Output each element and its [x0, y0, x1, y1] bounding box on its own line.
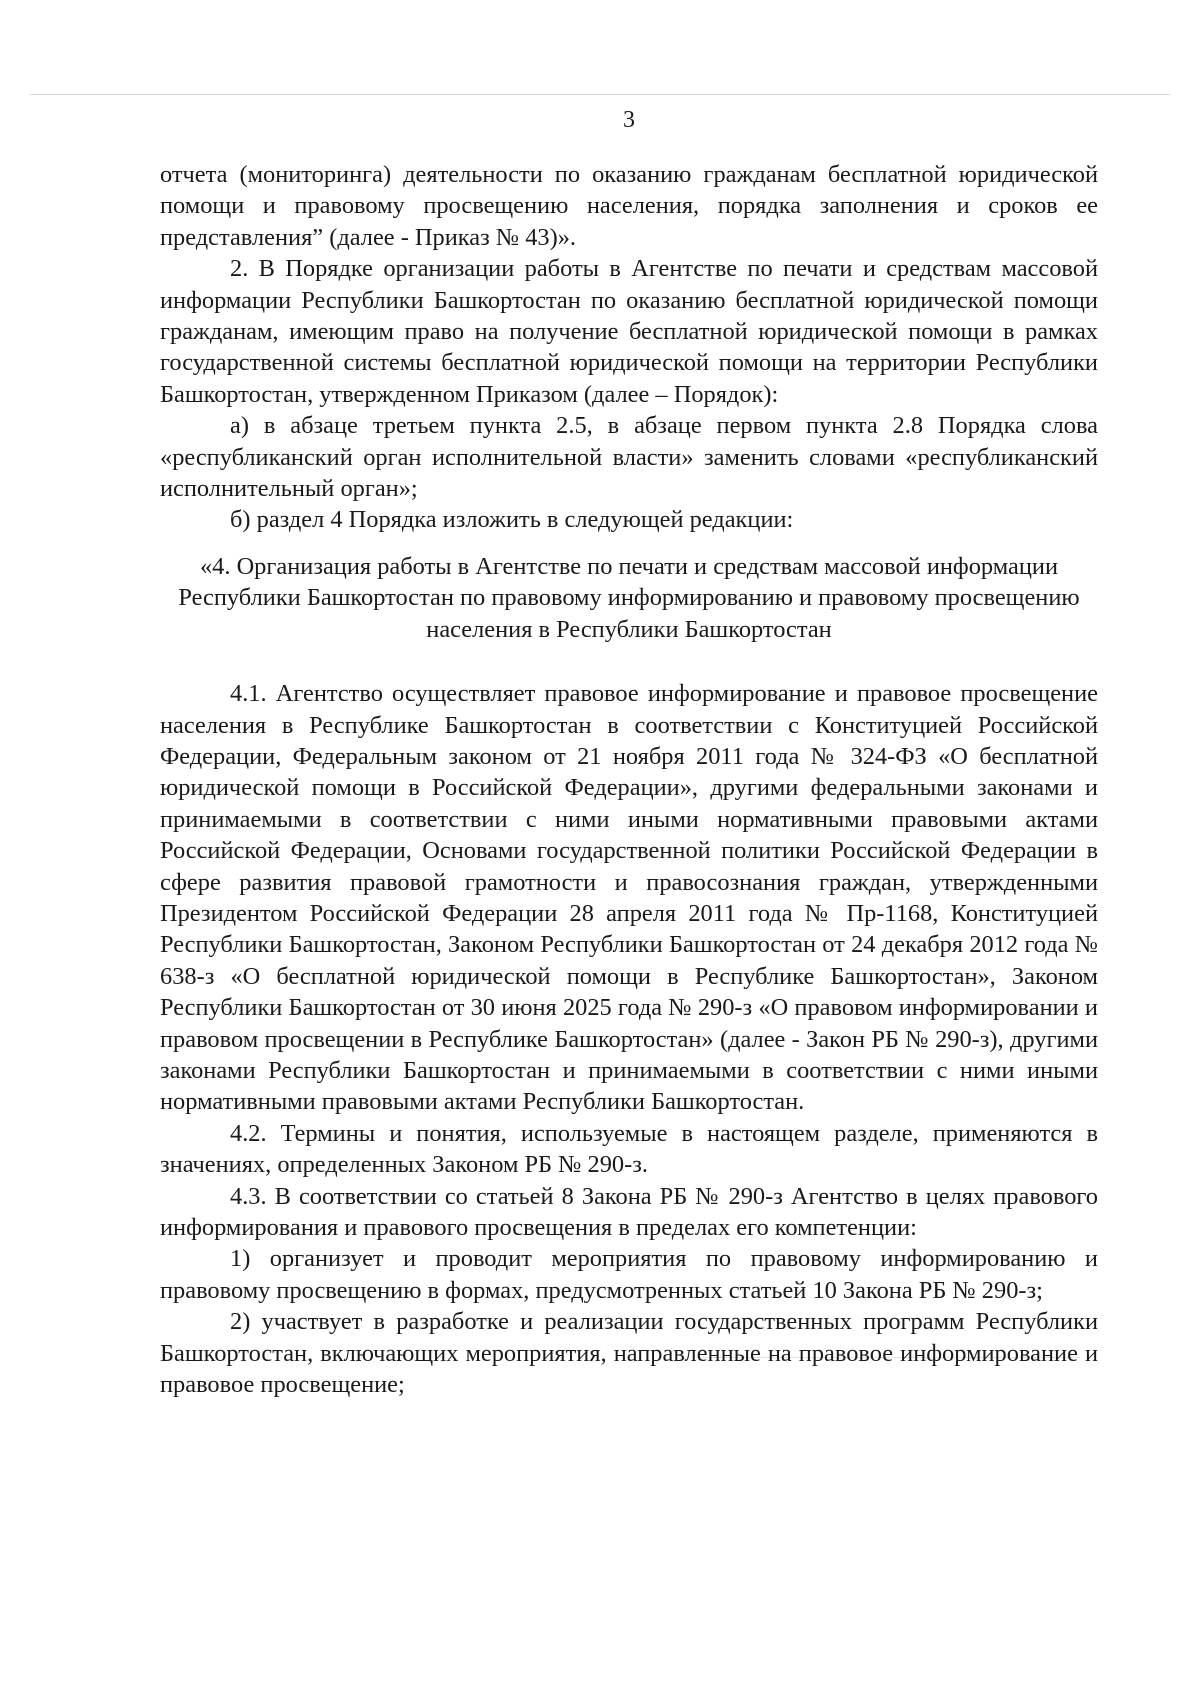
document-body: [160, 159, 1098, 1400]
paragraph-4-3: 4.3. В соответствии со статьей 8 Закона РБ № 290-з Агентство в целях правового информирования и правового просвещения в пределах его компетенции:: [160, 1182, 1098, 1241]
spacer: [160, 536, 1098, 551]
paragraph-4-2: 4.2. Термины и понятия, используемые в настоящем разделе, применяются в значениях, определенных Законом РБ № 290-з.: [160, 1119, 1098, 1179]
paragraph-continuation: отчета (мониторинга) деятельности по оказанию гражданам бесплатной юридической помощи и правовому просвещению населения, порядка заполнения и сроков ее представления” (далее - Приказ № 43)».: [160, 161, 1098, 251]
document-page: [160, 0, 1098, 1697]
paragraph-subitem-b: б) раздел 4 Порядка изложить в следующей редакции:: [230, 506, 794, 534]
list-item-2: 2) участвует в разработке и реализации государственных программ Республики Башкортостан, включающих мероприятия, направленные на правовое информирование и правовое просвещение;: [160, 1308, 1098, 1399]
spacer: [160, 645, 1098, 678]
list-item-1: 1) организует и проводит мероприятия по правовому информированию и правовому просвещению в формах, предусмотренных статьей 10 Закона РБ № 290-з;: [160, 1245, 1098, 1304]
page-number: 3: [623, 107, 635, 133]
paragraph-4-1: 4.1. Агентство осуществляет правовое информирование и правовое просвещение населения в Республике Башкортостан в соответствии с Конституцией Российской Федерации, Федеральным законом от 21 ноября 2011 года № 324-ФЗ «О бесплатной юридической помощи в Российской Федерации», другими федеральными законами и принимаемыми в соответствии с ними иными нормативными правовыми актами Российской Федерации, Основами государственной политики Российской Федерации в сфере развития правовой грамотности и правосознания граждан, утвержденными Президентом Российской Федерации 28 апреля 2011 года № Пр-1168, Конституцией Республики Башкортостан, Законом Республики Башкортостан от 24 декабря 2012 года № 638-з «О бесплатной юридической помощи в Республике Башкортостан», Законом Республики Башкортостан от 30 июня 2025 года № 290-з «О правовом информировании и правовом просвещении в Республике Башкортостан» (далее - Закон РБ № 290-з), другими законами Республики Башкортостан и принимаемыми в соответствии с ними иными нормативными правовыми актами Республики Башкортостан.: [160, 680, 1098, 1116]
section-heading: «4. Организация работы в Агентстве по печати и средствам массовой информации Республики Башкортостан по правовому информированию и правовому просвещению населения в Республики Башкортостан: [178, 552, 1080, 643]
paragraph-subitem-a: а) в абзаце третьем пункта 2.5, в абзаце первом пункта 2.8 Порядка слова «республиканский орган исполнительной власти» заменить словами «республиканский исполнительный орган»;: [160, 412, 1098, 503]
paragraph-item-2: 2. В Порядке организации работы в Агентстве по печати и средствам массовой информации Республики Башкортостан по оказанию бесплатной юридической помощи гражданам, имеющим право на получение бесплатной юридической помощи в рамках государственной системы бесплатной юридической помощи на территории Республики Башкортостан, утвержденном Приказом (далее – Порядок):: [160, 255, 1098, 408]
